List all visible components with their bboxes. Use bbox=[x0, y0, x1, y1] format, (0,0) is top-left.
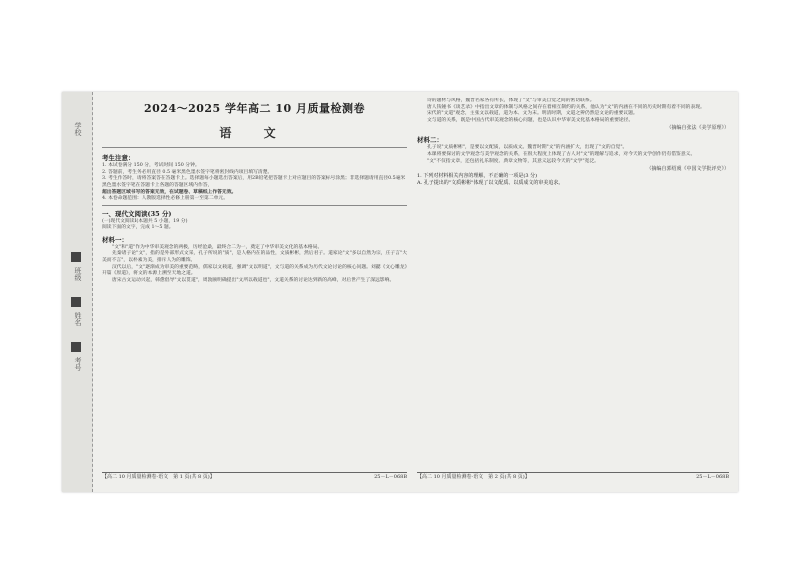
binding-block bbox=[71, 297, 81, 307]
footer-page-info: 【高二 10 月质量检测卷·语文 第 1 页(共 8 页)】 bbox=[102, 474, 215, 480]
subject-title: 语 文 bbox=[219, 126, 290, 140]
body-paragraph: 宋代的"文道"观念，主张文以载道，道为本、文为末。明清时期，文道之辨仍然是文论的重要议题。 bbox=[427, 111, 638, 117]
note-item-highlight: 超出答题区域书写的答案无效，在试题卷、草稿纸上作答无效。 bbox=[102, 189, 237, 196]
material-label: 材料一： bbox=[102, 235, 128, 244]
question-stem: 1. 下列对材料相关内容的理解，不正确的一项是(3 分) bbox=[417, 173, 538, 180]
body-paragraph: 先秦诸子论"文"，指的是外部形式文采，孔子所说的"质"，是人格内在的品性，文质彬彬，然后君子。道家论"文"多以自然为宗，庄子言"大美而不言"，以朴素为美，排斥人为的雕饰。 bbox=[102, 251, 407, 263]
note-item: 1. 本试卷满分 150 分，考试时间 150 分钟。 bbox=[102, 163, 200, 168]
body-paragraph: 文与道的关系，既是中国古代审美观念的核心问题，也是认识中华审美文化基本格局的重要途径。 bbox=[427, 117, 634, 123]
left-page bbox=[102, 98, 407, 482]
binding-label: 姓名 bbox=[74, 312, 82, 326]
binding-block bbox=[71, 252, 81, 262]
footer-code: 25－L－068B bbox=[374, 474, 407, 480]
body-paragraph: 汉代以后，"文"逐渐成为审美的重要范畴，儒家以文载道，强调"文以明道"，文与道的关系成为历代文论讨论的核心问题。刘勰《文心雕龙》开篇《原道》，将文的本源上溯至天地之道。 bbox=[102, 264, 407, 277]
right-page bbox=[417, 98, 729, 482]
binding-label: 考号 bbox=[74, 357, 82, 371]
exam-title: 2024～2025 学年高二 10 月质量检测卷 bbox=[143, 102, 366, 115]
scanned-exam-sheet bbox=[62, 92, 738, 492]
source-citation: （摘编自郭绍虞《中国文学批评史》） bbox=[646, 166, 729, 173]
body-paragraph: 唐宋古文运动兴起，韩愈倡导"文以贯道"，周敦颐明确提出"文所以载道也"，文道关系的讨论达到新的高峰，对后世产生了深远影响。 bbox=[112, 277, 395, 283]
source-citation: （摘编自张法《美学原理》） bbox=[666, 125, 729, 132]
notes-heading: 考生注意： bbox=[102, 154, 135, 162]
subsection-heading: (一)现代文阅读Ⅰ(本题共 5 小题，19 分) bbox=[102, 218, 188, 224]
page-footer bbox=[102, 472, 407, 482]
footer-page-info: 【高二 10 月质量检测卷·语文 第 2 页(共 8 页)】 bbox=[417, 474, 530, 480]
binding-label: 学校 bbox=[74, 122, 82, 136]
body-paragraph: "文"和"道"作为中华审美观念的两极，历经沧桑，最终合二为一，奠定了中华审美文化的基本格局。 bbox=[112, 244, 323, 250]
body-paragraph: "文"不仅指文章，还包括礼乐制度、典章文物等，其意义远较今天的"文学"宽泛。 bbox=[427, 158, 599, 164]
page-footer bbox=[417, 472, 729, 482]
note-item: 4. 本卷命题范围：人教版选择性必修上册第一至第二单元。 bbox=[102, 195, 229, 201]
section-heading: 一、现代文阅读(35 分) bbox=[102, 209, 172, 218]
question-option: A. 孔子提出的"文质彬彬"体现了以文配质、以质成文的审美追求。 bbox=[417, 180, 564, 187]
note-item: 3. 考生作答时，请将答案答在答题卡上。选择题每小题选出答案后，用2B铅笔把答题卡上对应题目的答案标号涂黑；非选择题请用直径0.5毫米黑色墨水签字笔在答题卡上各题的答题区域内作答， bbox=[102, 176, 406, 188]
body-paragraph: 本课将要探讨的文学观念与美学观念的关系，在很大程度上体现了古人对"文"的理解与追求，对今天的文学创作仍有借鉴意义。 bbox=[427, 151, 696, 157]
footer-code: 25－L－068B bbox=[696, 474, 729, 480]
binding-margin bbox=[62, 92, 93, 492]
note-item: 2. 答题前，考生务必用直径 0.5 毫米黑色墨水签字笔将密封线内项目填写清楚。 bbox=[102, 169, 273, 175]
reading-instruction: 阅读下面的文字，完成 1～5 题。 bbox=[102, 225, 174, 231]
body-paragraph: 孔子说"文质彬彬"，是要以文配质，以质成文。魏晋时期"文"的内涵扩大，出现了"文的自觉"。 bbox=[427, 145, 628, 151]
body-paragraph: 诗的题材与风格，魏晋名家各有所长，体现了"文"与审美自觉之间的密切联系。 bbox=[427, 98, 595, 103]
binding-block bbox=[71, 342, 81, 352]
material-label: 材料二： bbox=[417, 136, 443, 145]
body-paragraph: 唐人钱锺书《谈艺录》中指出文章的体制与风格之间存在着相互制约的关系，他认为"文"的内涵在不同的历史时期有着不同的表现。 bbox=[427, 104, 705, 110]
exam-notes bbox=[102, 147, 407, 206]
binding-label: 班级 bbox=[74, 267, 82, 281]
